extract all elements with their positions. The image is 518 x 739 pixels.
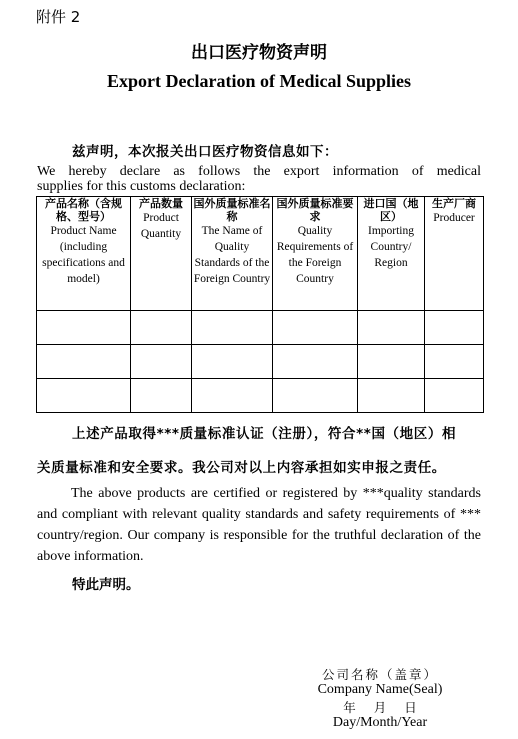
header-importing-country bbox=[358, 197, 425, 311]
intro-chinese: 兹声明，本次报关出口医疗物资信息如下： bbox=[72, 144, 338, 160]
table-cell[interactable] bbox=[131, 345, 192, 379]
table-cell[interactable] bbox=[425, 345, 484, 379]
company-name-cn: 公司名称（盖章） bbox=[321, 667, 438, 682]
table-cell[interactable] bbox=[37, 345, 131, 379]
table-cell[interactable] bbox=[273, 345, 358, 379]
table-row bbox=[37, 311, 484, 345]
statement-chinese-line1: 上述产品取得***质量标准认证（注册），符合**国（地区）相 bbox=[72, 426, 457, 442]
intro-english-line2: supplies for this customs declaration: bbox=[37, 179, 246, 194]
table-cell[interactable] bbox=[131, 379, 192, 413]
date-en: Day/Month/Year bbox=[332, 715, 428, 730]
table-cell[interactable] bbox=[37, 379, 131, 413]
header-producer-cn: 生产厂商 bbox=[432, 197, 476, 210]
header-product-name-cn: 产品名称（含规格、型号） bbox=[45, 197, 122, 223]
table-cell[interactable] bbox=[425, 379, 484, 413]
table-cell[interactable] bbox=[273, 379, 358, 413]
table-cell[interactable] bbox=[131, 311, 192, 345]
table-cell[interactable] bbox=[37, 311, 131, 345]
hereby-declare: 特此声明。 bbox=[72, 577, 140, 593]
table-cell[interactable] bbox=[192, 311, 273, 345]
statement-chinese-line2: 关质量标准和安全要求。我公司对以上内容承担如实申报之责任。 bbox=[37, 460, 446, 476]
header-importing-country-en: Importing Country/ Region bbox=[368, 225, 414, 269]
date-cn: 年 月 日 bbox=[343, 700, 417, 715]
header-product-quantity-cn: 产品数量 bbox=[139, 197, 183, 210]
header-standard-name-en: The Name of Quality Standards of the Foreign Country bbox=[193, 225, 271, 285]
table-cell[interactable] bbox=[192, 345, 273, 379]
header-standard-name-cn: 国外质量标准名称 bbox=[193, 197, 271, 223]
header-product-quantity bbox=[131, 197, 192, 311]
header-producer-en: Producer bbox=[433, 212, 475, 224]
title-english: Export Declaration of Medical Supplies bbox=[107, 71, 411, 91]
table-cell[interactable] bbox=[358, 379, 425, 413]
table-cell[interactable] bbox=[273, 311, 358, 345]
header-producer bbox=[425, 197, 484, 311]
header-quality-requirements-cn: 国外质量标准要求 bbox=[276, 197, 354, 223]
statement-english: The above products are certified or registered by ***quality standards and compliant with relevant quality standards and safety requirements of *** country/region. Our company is responsible for the truthful declaration of the above information. bbox=[37, 486, 481, 564]
header-quality-requirements-en: Quality Requirements of the Foreign Country bbox=[276, 225, 354, 285]
table-header-row bbox=[37, 197, 484, 311]
table-cell[interactable] bbox=[425, 311, 484, 345]
table-cell[interactable] bbox=[358, 345, 425, 379]
table-cell[interactable] bbox=[192, 379, 273, 413]
table-row bbox=[37, 379, 484, 413]
intro-english-line1: We hereby declare as follows the export information of medical bbox=[37, 164, 481, 179]
header-importing-country-cn: 进口国（地区） bbox=[363, 197, 419, 223]
title-chinese: 出口医疗物资声明 bbox=[191, 43, 327, 63]
header-product-name-en: Product Name (including specifications and model) bbox=[42, 225, 125, 285]
table-row bbox=[37, 345, 484, 379]
header-standard-name bbox=[192, 197, 273, 311]
header-quality-requirements bbox=[273, 197, 358, 311]
table-cell[interactable] bbox=[358, 311, 425, 345]
company-name-en: Company Name(Seal) bbox=[317, 682, 443, 697]
header-product-quantity-en: Product Quantity bbox=[140, 212, 182, 240]
header-product-name bbox=[37, 197, 131, 311]
annex-label: 附件 2 bbox=[36, 8, 81, 26]
declaration-table bbox=[36, 196, 484, 413]
